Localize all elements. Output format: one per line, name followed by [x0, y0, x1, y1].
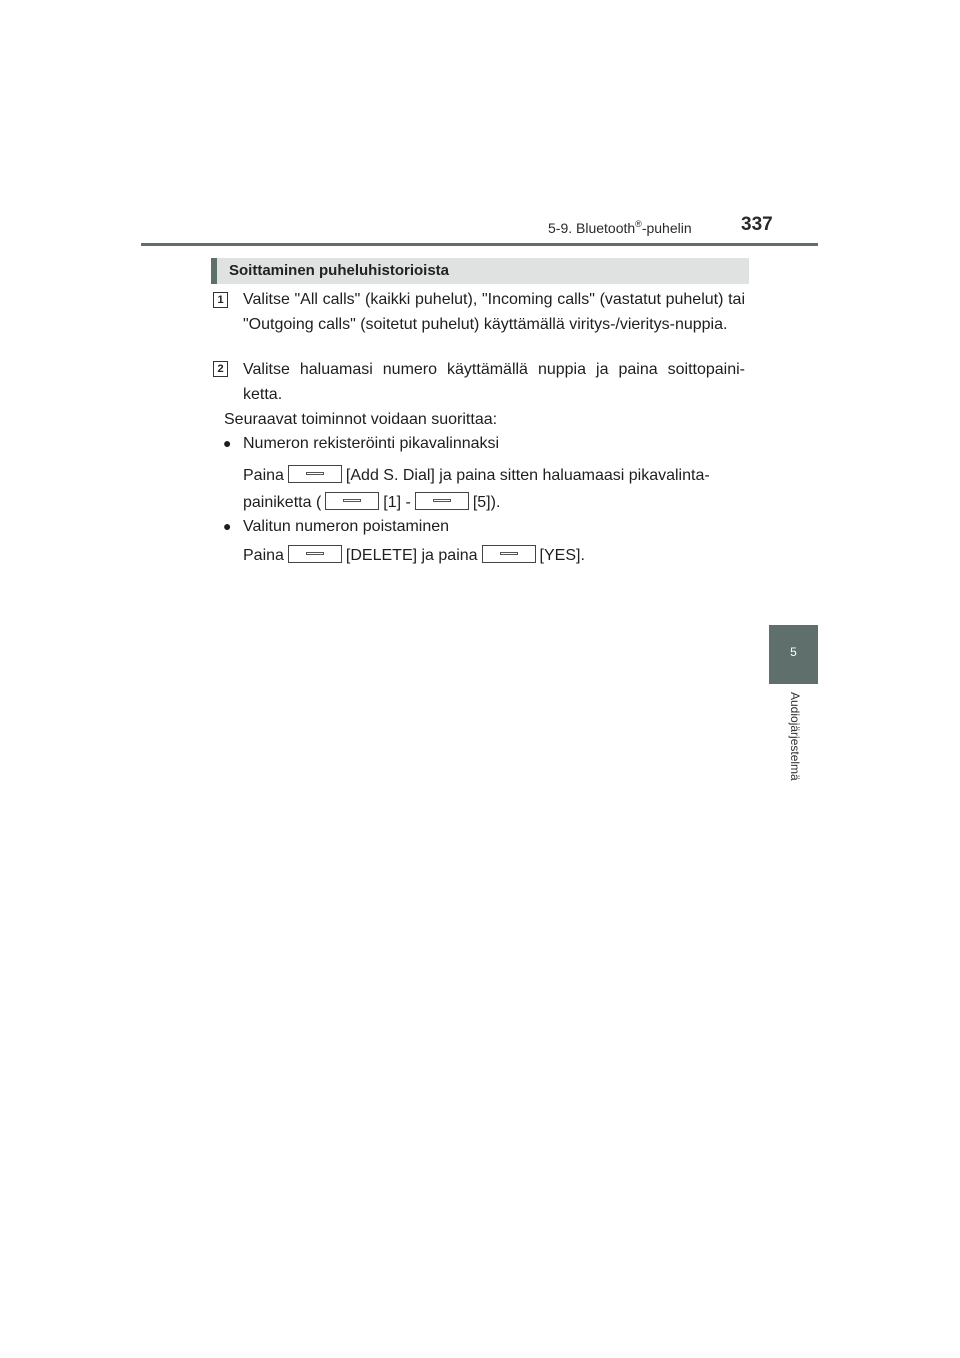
button-icon: [325, 492, 379, 510]
button-icon: [288, 465, 342, 483]
chapter-number: 5: [790, 645, 797, 659]
section-title: Soittaminen puheluhistorioista: [229, 262, 450, 279]
registered-mark: ®: [635, 219, 642, 229]
button-icon: [482, 545, 536, 563]
bullet-icon: ●: [223, 435, 232, 451]
option-1-title: Numeron rekisteröinti pikavalinnaksi: [243, 435, 500, 452]
step-1-badge: 1: [213, 292, 228, 308]
button-icon: [415, 492, 469, 510]
option-1-instruction-line-1: [243, 463, 710, 488]
option-1-key-1: [1] -: [383, 494, 411, 511]
bullet-icon: ●: [223, 518, 232, 534]
option-2-delete: [DELETE] ja paina: [345, 547, 478, 564]
option-1-instruction-line-2: [243, 490, 500, 515]
chapter-side-tab: [769, 625, 818, 684]
option-2-paina: Paina: [243, 547, 284, 564]
header-divider: [141, 243, 818, 246]
option-2-yes: [YES].: [539, 547, 585, 564]
option-1-paina: Paina: [243, 467, 284, 484]
option-1-key-5: [5]).: [472, 494, 501, 511]
button-icon: [288, 545, 342, 563]
step-2-badge: 2: [213, 361, 228, 377]
step-2-text: Valitse haluamasi numero käyttämällä nuppia ja paina soittopaini-ketta.: [243, 361, 745, 403]
step-1-text: Valitse "All calls" (kaikki puhelut), "Incoming calls" (vastatut puhelut) tai "Outgoing calls" (soitetut puhelut) käyttämällä viritys-/vieritys-nuppia.: [243, 291, 745, 333]
page-number: 337: [741, 214, 773, 235]
option-1-painiketta: painiketta (: [243, 494, 322, 511]
section-title-bar: [211, 258, 749, 284]
options-intro: Seuraavat toiminnot voidaan suorittaa:: [224, 411, 498, 428]
option-2-instruction: [243, 543, 585, 568]
chapter-side-label: Audiojärjestelmä: [788, 692, 802, 781]
chapter-heading: [548, 220, 692, 236]
chapter-suffix: -puhelin: [641, 220, 692, 236]
option-2-title: Valitun numeron poistaminen: [243, 518, 450, 535]
option-1-add-dial: [Add S. Dial] ja paina sitten haluamaasi pikavalinta-: [345, 467, 710, 484]
chapter-prefix: 5-9. Bluetooth: [548, 220, 636, 236]
